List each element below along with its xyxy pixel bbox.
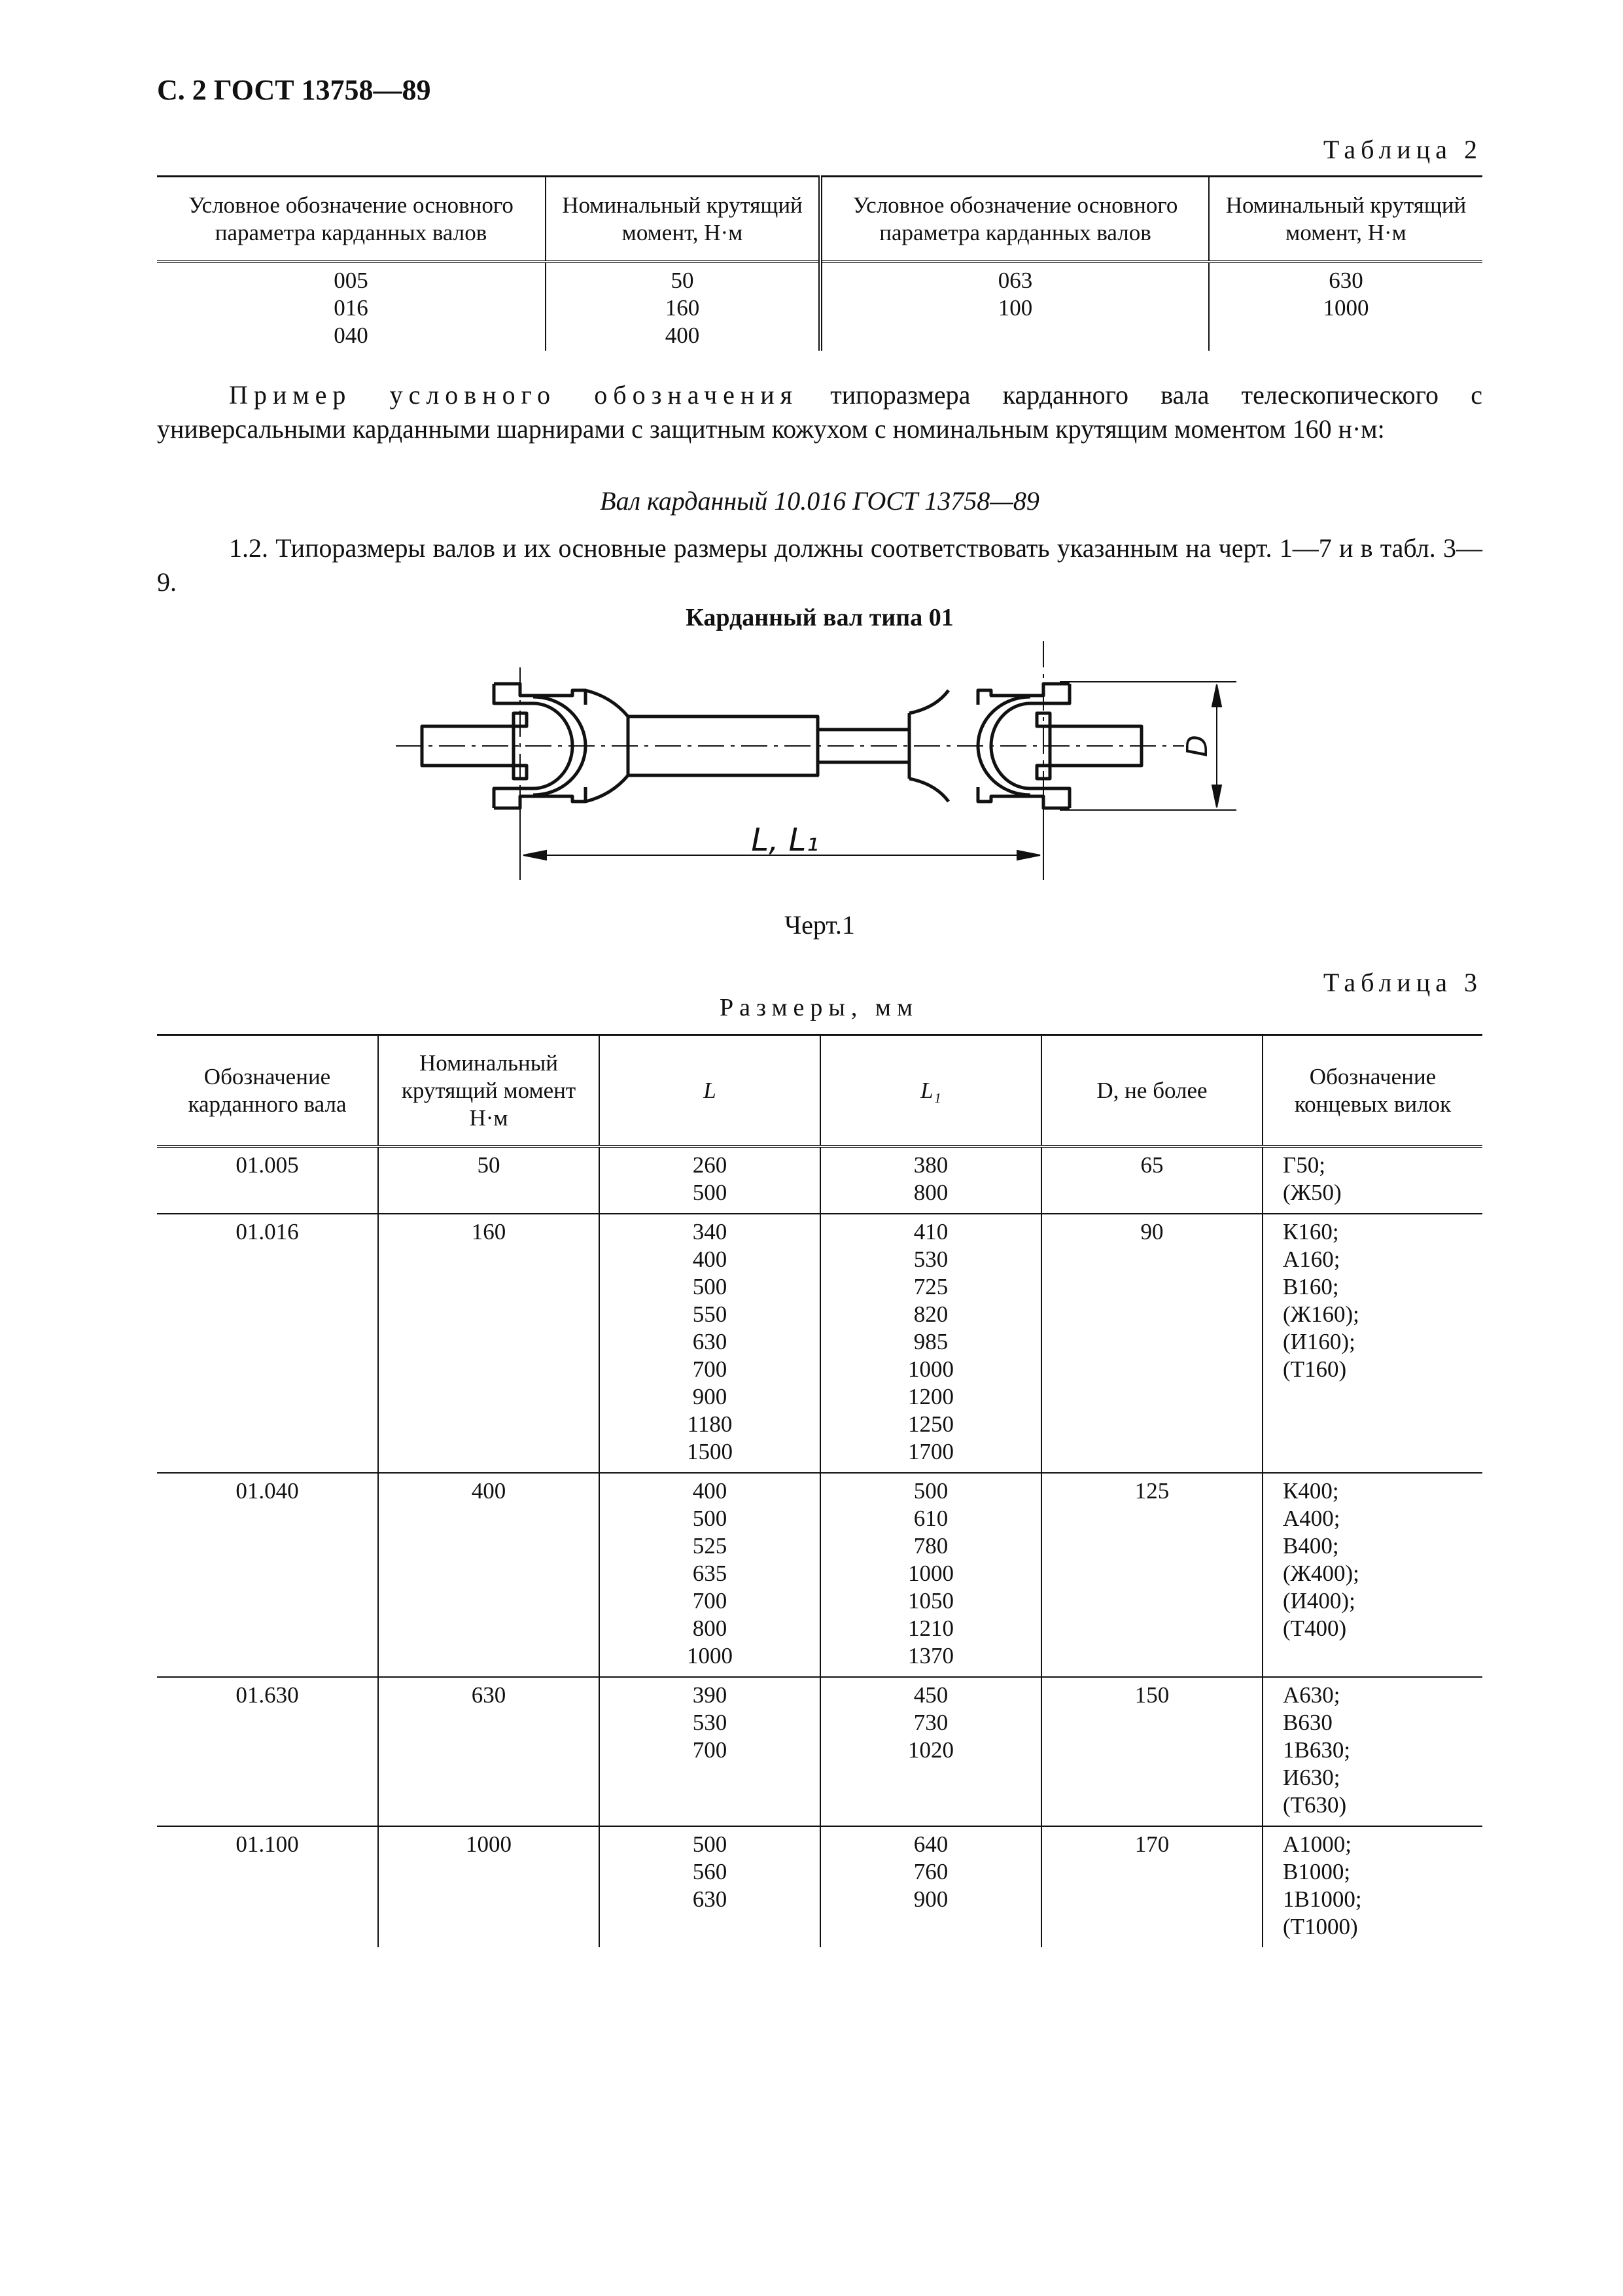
cell-line: 040 <box>334 323 368 348</box>
cell-line: 550 <box>692 1301 727 1327</box>
cell-forks <box>1263 1677 1482 1826</box>
cell-line: 630 <box>692 1886 727 1912</box>
cell-L1 <box>820 1146 1041 1214</box>
example-paragraph <box>157 378 1482 446</box>
cell-line: 700 <box>692 1588 727 1614</box>
table3-units: Размеры, мм <box>720 994 919 1021</box>
cell-line: 01.040 <box>236 1478 299 1504</box>
t3-header-L1: L₁ <box>820 1035 1041 1147</box>
table-row <box>157 1677 1482 1826</box>
cell-code <box>157 1214 378 1473</box>
cell-D <box>1041 1214 1263 1473</box>
cell-line: (Т1000) <box>1283 1914 1358 1939</box>
cell-line: 260 <box>692 1152 727 1178</box>
cell-line: 1200 <box>908 1384 954 1409</box>
cell-line: 500 <box>913 1478 949 1504</box>
cell-line: 1В630; <box>1283 1737 1351 1763</box>
cell-line: К160; <box>1283 1219 1339 1245</box>
cell-L1 <box>820 1826 1041 1947</box>
cell-line: (И160); <box>1283 1329 1355 1354</box>
cell-line: В630 <box>1283 1710 1333 1735</box>
cell-line: 500 <box>692 1506 727 1531</box>
left-yoke-bottom-lug <box>494 787 585 808</box>
cell-L <box>599 1826 820 1947</box>
cell-line: Г50; <box>1283 1152 1325 1178</box>
cell-line: 800 <box>692 1616 727 1641</box>
cell-line: 390 <box>692 1682 727 1708</box>
cell-line: 400 <box>692 1246 727 1272</box>
cell-line: 005 <box>334 268 368 293</box>
cell-line: А400; <box>1283 1506 1340 1531</box>
cell-line: 1000 <box>1323 295 1369 321</box>
cell-code <box>157 1826 378 1947</box>
cell-line: 016 <box>334 295 368 321</box>
cell-L <box>599 1677 820 1826</box>
cell-L1 <box>820 1677 1041 1826</box>
cell-line: 380 <box>913 1152 949 1178</box>
cell-line: 700 <box>692 1356 727 1382</box>
cell-line: 410 <box>913 1219 949 1245</box>
cell-L <box>599 1473 820 1677</box>
cell-line: В160; <box>1283 1274 1339 1299</box>
cell-line: 1000 <box>908 1561 954 1586</box>
figure-caption: Черт.1 <box>784 910 855 940</box>
cell-line: 610 <box>913 1506 949 1531</box>
cell-line: 560 <box>692 1859 727 1884</box>
cell-line: 90 <box>1140 1219 1164 1245</box>
cell-line: 630 <box>1329 268 1363 293</box>
table2-caption: Таблица 2 <box>1323 135 1482 164</box>
cell-line: 01.100 <box>236 1831 299 1857</box>
cell-line: 500 <box>692 1180 727 1205</box>
t2-header-torque-1: Номинальный крутящий момент, Н·м <box>546 177 820 262</box>
cell-forks <box>1263 1214 1482 1473</box>
cell-line: 630 <box>692 1329 727 1354</box>
cell-line: 525 <box>692 1533 727 1559</box>
cell-line: (Т630) <box>1283 1792 1347 1818</box>
cell-torque <box>378 1826 599 1947</box>
cell-line: А160; <box>1283 1246 1340 1272</box>
cell-line: (Ж160); <box>1283 1301 1359 1327</box>
cell-line: 530 <box>692 1710 727 1735</box>
cell-torque <box>378 1214 599 1473</box>
cell-line: 640 <box>913 1831 949 1857</box>
cell-line: (И400); <box>1283 1588 1355 1614</box>
example-text: типоразмера карданного вала телескопического с универсальными карданными шарнирами с защитным кожухом с номинальным крутящим моментом 160 н·м: <box>157 380 1482 444</box>
cell-line: 340 <box>692 1219 727 1245</box>
cell-line: 1050 <box>908 1588 954 1614</box>
t3-header-forks: Обозначение концевых вилок <box>1263 1035 1482 1147</box>
cell-forks <box>1263 1146 1482 1214</box>
cell-L <box>599 1214 820 1473</box>
cell-line: В1000; <box>1283 1859 1351 1884</box>
cell-line: 1000 <box>908 1356 954 1382</box>
cell-D <box>1041 1677 1263 1826</box>
cell-line: 450 <box>913 1682 949 1708</box>
cell-line: 1250 <box>908 1411 954 1437</box>
cell-line: 1700 <box>908 1439 954 1464</box>
cell-line: 50 <box>671 268 694 293</box>
cell-line: 700 <box>692 1737 727 1763</box>
cell-D <box>1041 1146 1263 1214</box>
cell-line: 160 <box>471 1219 506 1245</box>
cell-line: 800 <box>913 1180 949 1205</box>
cell-D <box>1041 1826 1263 1947</box>
figure-title: Карданный вал типа 01 <box>686 604 954 631</box>
cell-code <box>157 1677 378 1826</box>
cell-line: 65 <box>1140 1152 1164 1178</box>
cell-line: (Ж400); <box>1283 1561 1359 1586</box>
t2-col-param-1 <box>157 262 546 351</box>
t3-header-code: Обозначение карданного вала <box>157 1035 378 1147</box>
cell-line: 500 <box>692 1831 727 1857</box>
table3-caption: Таблица 3 <box>1323 968 1482 997</box>
cell-line: (Ж50) <box>1283 1180 1342 1205</box>
cell-line: 730 <box>913 1710 949 1735</box>
cell-line: 900 <box>692 1384 727 1409</box>
cell-line: 01.630 <box>236 1682 299 1708</box>
cell-line: 1180 <box>687 1411 733 1437</box>
left-yoke-top-lug <box>494 684 585 705</box>
cell-line: 1020 <box>908 1737 954 1763</box>
example-lead: Пример условного обозначения <box>229 380 799 410</box>
right-yoke-bottom-lug <box>978 787 1070 808</box>
cell-D <box>1041 1473 1263 1677</box>
cell-line: А1000; <box>1283 1831 1352 1857</box>
cell-line: А630; <box>1283 1682 1340 1708</box>
cell-line: 125 <box>1134 1478 1170 1504</box>
t2-header-param-2: Условное обозначение основного параметра карданных валов <box>820 177 1209 262</box>
cell-line: 150 <box>1134 1682 1170 1708</box>
cell-line: К400; <box>1283 1478 1339 1504</box>
table-row <box>157 1826 1482 1947</box>
cell-line: 50 <box>477 1152 500 1178</box>
cell-line: 400 <box>692 1478 727 1504</box>
cell-line: 635 <box>692 1561 727 1586</box>
cell-line: 1000 <box>466 1831 512 1857</box>
cell-line: (Т160) <box>1283 1356 1347 1382</box>
cell-torque <box>378 1146 599 1214</box>
cardan-shaft-drawing <box>366 628 1269 903</box>
cell-line: 900 <box>913 1886 949 1912</box>
cell-forks <box>1263 1826 1482 1947</box>
cell-line: 760 <box>913 1859 949 1884</box>
cell-line: 160 <box>665 295 700 321</box>
cell-line: 400 <box>471 1478 506 1504</box>
cell-forks <box>1263 1473 1482 1677</box>
table-row <box>157 1146 1482 1214</box>
t2-col-torque-1 <box>546 262 820 351</box>
cell-torque <box>378 1677 599 1826</box>
length-dimension-label: L, L₁ <box>751 822 819 858</box>
cell-line: В400; <box>1283 1533 1339 1559</box>
table-row <box>157 1214 1482 1473</box>
right-yoke-top-lug <box>978 684 1070 705</box>
t3-header-torque: Номинальный крутящий момент Н·м <box>378 1035 599 1147</box>
cell-line: И630; <box>1283 1765 1340 1790</box>
cell-line: (Т400) <box>1283 1616 1347 1641</box>
cell-code <box>157 1146 378 1214</box>
cell-line: 400 <box>665 323 700 348</box>
cell-line: 1500 <box>687 1439 733 1464</box>
cell-line: 530 <box>913 1246 949 1272</box>
cell-L1 <box>820 1473 1041 1677</box>
cell-line: 01.005 <box>236 1152 299 1178</box>
cell-line: 100 <box>998 295 1033 321</box>
cell-line: 170 <box>1134 1831 1170 1857</box>
cell-code <box>157 1473 378 1677</box>
cell-line: 1370 <box>908 1643 954 1669</box>
t3-header-L: L <box>599 1035 820 1147</box>
clause-1-2: 1.2. Типоразмеры валов и их основные размеры должны соответствовать указанным на черт. 1—7 и в табл. 3—9. <box>157 533 1482 597</box>
cell-line: 063 <box>998 268 1033 293</box>
table-3 <box>157 1034 1482 1947</box>
t3-header-D: D, не более <box>1041 1035 1263 1147</box>
cell-line: 01.016 <box>236 1219 299 1245</box>
page-header: С. 2 ГОСТ 13758—89 <box>157 74 431 106</box>
cell-L <box>599 1146 820 1214</box>
cell-line: 780 <box>913 1533 949 1559</box>
cell-line: 725 <box>913 1274 949 1299</box>
cell-line: 1000 <box>687 1643 733 1669</box>
cell-torque <box>378 1473 599 1677</box>
table-row <box>157 1473 1482 1677</box>
cell-line: 1210 <box>908 1616 954 1641</box>
t2-col-torque-2 <box>1209 262 1482 351</box>
cell-line: 820 <box>913 1301 949 1327</box>
table-2 <box>157 175 1482 351</box>
cell-line: 985 <box>913 1329 949 1354</box>
cell-line: 630 <box>471 1682 506 1708</box>
cell-line: 500 <box>692 1274 727 1299</box>
diameter-dimension-label: D <box>1181 735 1214 757</box>
t2-header-param-1: Условное обозначение основного параметра карданных валов <box>157 177 546 262</box>
cell-L1 <box>820 1214 1041 1473</box>
t2-header-torque-2: Номинальный крутящий момент, Н·м <box>1209 177 1482 262</box>
t2-col-param-2 <box>820 262 1209 351</box>
designation-example: Вал карданный 10.016 ГОСТ 13758—89 <box>600 486 1039 516</box>
cell-line: 1В1000; <box>1283 1886 1362 1912</box>
